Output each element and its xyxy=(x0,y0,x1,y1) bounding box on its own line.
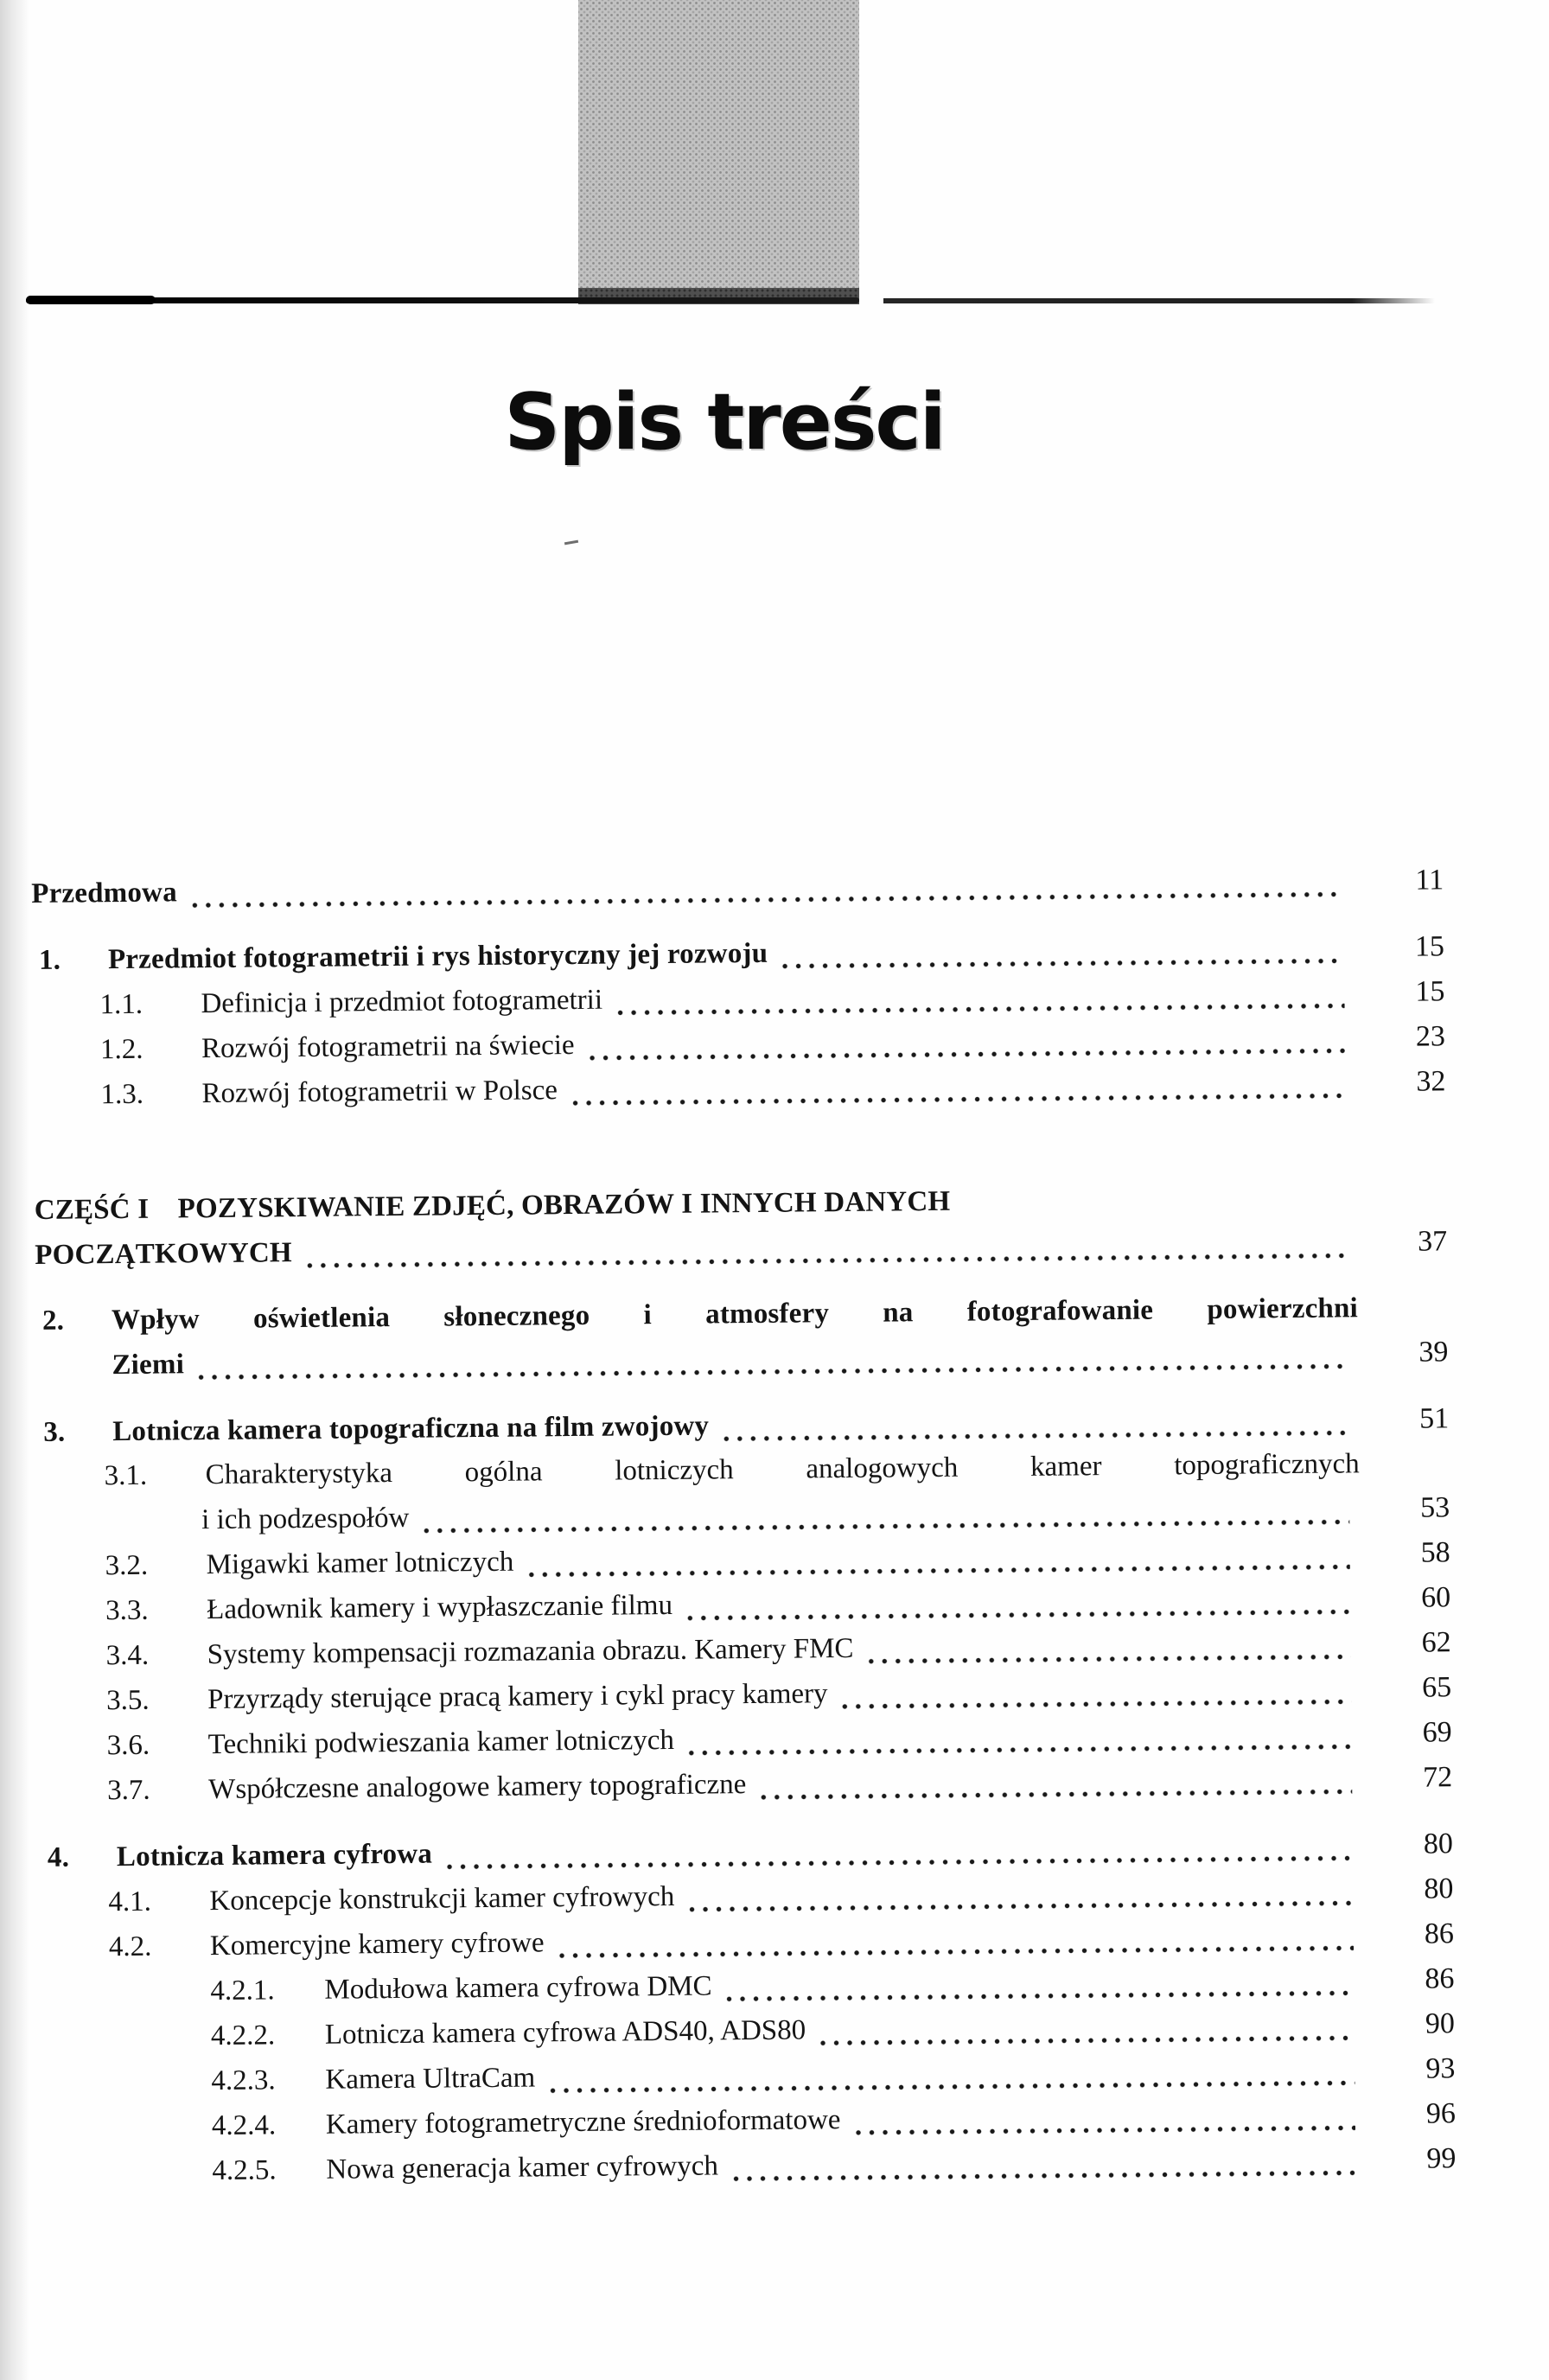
page-edge-shadow xyxy=(0,0,29,2380)
dot-leader xyxy=(527,1563,1349,1578)
page-number: 93 xyxy=(1425,2052,1456,2085)
page-number: 69 xyxy=(1422,1716,1452,1749)
entry-title: Współczesne analogowe kamery topograficzne xyxy=(208,1769,747,1806)
dot-leader xyxy=(842,1698,1352,1710)
page-number: 90 xyxy=(1425,2007,1456,2040)
dot-leader xyxy=(549,2079,1355,2094)
entry-number: 3.1. xyxy=(104,1459,148,1492)
dot-leader xyxy=(760,1788,1352,1801)
dot-leader xyxy=(688,1899,1353,1912)
dot-leader xyxy=(306,1252,1347,1269)
entry-title: Ładownik kamery i wypłaszczanie filmu xyxy=(207,1589,673,1626)
page-number: 65 xyxy=(1421,1671,1452,1704)
entry-number: 4.2.1. xyxy=(210,1975,275,2007)
page-number: 96 xyxy=(1425,2097,1457,2130)
entry-title: Przedmiot fotogrametrii i rys historyczny jej rozwoju xyxy=(107,937,768,976)
toc-list xyxy=(31,858,1457,2195)
entry-title: Komercyjne kamery cyfrowe xyxy=(209,1927,545,1962)
entry-title: Lotnicza kamera cyfrowa ADS40, ADS80 xyxy=(324,2014,806,2051)
entry-number: 3.2. xyxy=(105,1549,149,1582)
page-number: 60 xyxy=(1420,1581,1451,1614)
page-number: 58 xyxy=(1420,1536,1450,1569)
entry-number: 4.2.3. xyxy=(211,2064,276,2097)
page-number: 15 xyxy=(1414,930,1445,963)
entry-title: Ziemi xyxy=(112,1349,185,1381)
entry-title: Koncepcje konstrukcji kamer cyfrowych xyxy=(209,1880,675,1917)
entry-title: Nowa generacja kamer cyfrowych xyxy=(326,2150,719,2185)
dot-leader xyxy=(868,1653,1351,1664)
entry-number: 3.7. xyxy=(107,1774,150,1807)
entry-number: 4.1. xyxy=(108,1885,152,1918)
entry-number: 3. xyxy=(43,1416,66,1448)
page-number: 72 xyxy=(1422,1761,1453,1794)
entry-title: Definicja i przedmiot fotogrametrii xyxy=(201,984,603,1020)
page-number: 32 xyxy=(1416,1065,1446,1098)
entry-number: 4.2.4. xyxy=(211,2109,277,2142)
entry-title: Rozwój fotogrametrii na świecie xyxy=(201,1029,575,1065)
dot-leader xyxy=(686,1608,1350,1621)
entry-title: Modułowa kamera cyfrowa DMC xyxy=(324,1970,712,2006)
entry-number: 1.2. xyxy=(99,1033,143,1066)
page-number: 37 xyxy=(1418,1225,1448,1258)
toc-entry xyxy=(31,858,1444,916)
toc-entry xyxy=(35,1175,1448,1278)
dot-leader xyxy=(191,890,1343,909)
entry-title: Migawki kamer lotniczych xyxy=(206,1546,514,1581)
page-number: 15 xyxy=(1415,975,1445,1008)
dot-leader xyxy=(558,1944,1354,1959)
dot-leader xyxy=(726,1989,1355,2002)
page-number: 39 xyxy=(1418,1336,1449,1369)
header-rule-left xyxy=(26,297,859,303)
page-number: 99 xyxy=(1426,2142,1457,2175)
scan-artifact-dash xyxy=(564,540,578,546)
entry-title: Wpływ oświetlenia słonecznego i atmosfery na fotografowanie powierzchni xyxy=(111,1292,1359,1337)
page-number: 23 xyxy=(1415,1020,1446,1053)
page-number-spacer xyxy=(1360,1471,1450,1472)
page-number: 80 xyxy=(1424,1873,1454,1905)
page-number: 80 xyxy=(1423,1828,1454,1860)
entry-number: 4.2.5. xyxy=(212,2154,277,2187)
entry-title: Systemy kompensacji rozmazania obrazu. Kamery FMC xyxy=(207,1632,854,1671)
dot-leader xyxy=(616,1002,1344,1016)
page-title: Spis treści xyxy=(504,377,945,468)
dot-leader xyxy=(732,2169,1356,2182)
dot-leader xyxy=(446,1854,1353,1870)
entry-number: 4. xyxy=(47,1841,70,1873)
entry-number: 3.4. xyxy=(105,1639,150,1672)
entry-title: Rozwój fotogrametrii w Polsce xyxy=(201,1075,558,1110)
dot-leader xyxy=(819,2034,1355,2046)
entry-title: Lotnicza kamera cyfrowa xyxy=(116,1838,433,1873)
dot-leader xyxy=(781,957,1344,969)
halftone-bar xyxy=(578,0,859,289)
page-number: 86 xyxy=(1425,1962,1455,1995)
entry-number: 1.3. xyxy=(100,1078,144,1111)
toc-entry xyxy=(35,1286,1449,1388)
entry-number: 1.1. xyxy=(99,988,143,1021)
dot-leader xyxy=(855,2124,1355,2136)
entry-number: 1. xyxy=(38,944,61,976)
table-of-contents xyxy=(31,858,1457,2195)
entry-number: 3.6. xyxy=(106,1729,150,1762)
entry-title: CZĘŚĆ I POZYSKIWANIE ZDJĘĆ, OBRAZÓW I INNYCH DANYCH xyxy=(34,1185,951,1226)
entry-title: Kamera UltraCam xyxy=(325,2062,536,2096)
entry-title: POCZĄTKOWYCH xyxy=(35,1237,293,1271)
page-number: 11 xyxy=(1415,864,1444,896)
dot-leader xyxy=(723,1429,1348,1442)
entry-number: 4.2.2. xyxy=(210,2019,276,2052)
entry-title: Przedmowa xyxy=(31,877,177,909)
header-rule-right xyxy=(883,298,1435,303)
dot-leader xyxy=(571,1092,1346,1107)
page-number: 62 xyxy=(1421,1626,1451,1659)
entry-title: Lotnicza kamera topograficzna na film zwojowy xyxy=(112,1410,710,1448)
page-number: 53 xyxy=(1419,1491,1450,1524)
entry-title: i ich podzespołów xyxy=(201,1502,410,1536)
entry-number: 3.5. xyxy=(106,1684,150,1717)
page-number: 86 xyxy=(1424,1917,1455,1950)
page-number-spacer xyxy=(1358,1316,1448,1317)
toc-entry xyxy=(36,1441,1450,1544)
entry-title: Przyrządy sterujące pracą kamery i cykl pracy kamery xyxy=(207,1678,828,1716)
entry-number: 4.2. xyxy=(108,1930,152,1963)
dot-leader xyxy=(688,1743,1352,1756)
entry-title: Techniki podwieszania kamer lotniczych xyxy=(207,1724,675,1761)
entry-title: Kamery fotogrametryczne średnioformatowe xyxy=(325,2104,841,2141)
entry-number: 3.3. xyxy=(105,1594,149,1627)
entry-title: Charakterystyka ogólna lotniczych analogowych kamer topograficznych xyxy=(205,1448,1360,1491)
dot-leader xyxy=(198,1362,1348,1381)
page-number: 51 xyxy=(1418,1402,1450,1435)
dot-leader xyxy=(589,1047,1345,1061)
entry-number: 2. xyxy=(41,1305,65,1337)
toc-row xyxy=(31,858,1444,916)
